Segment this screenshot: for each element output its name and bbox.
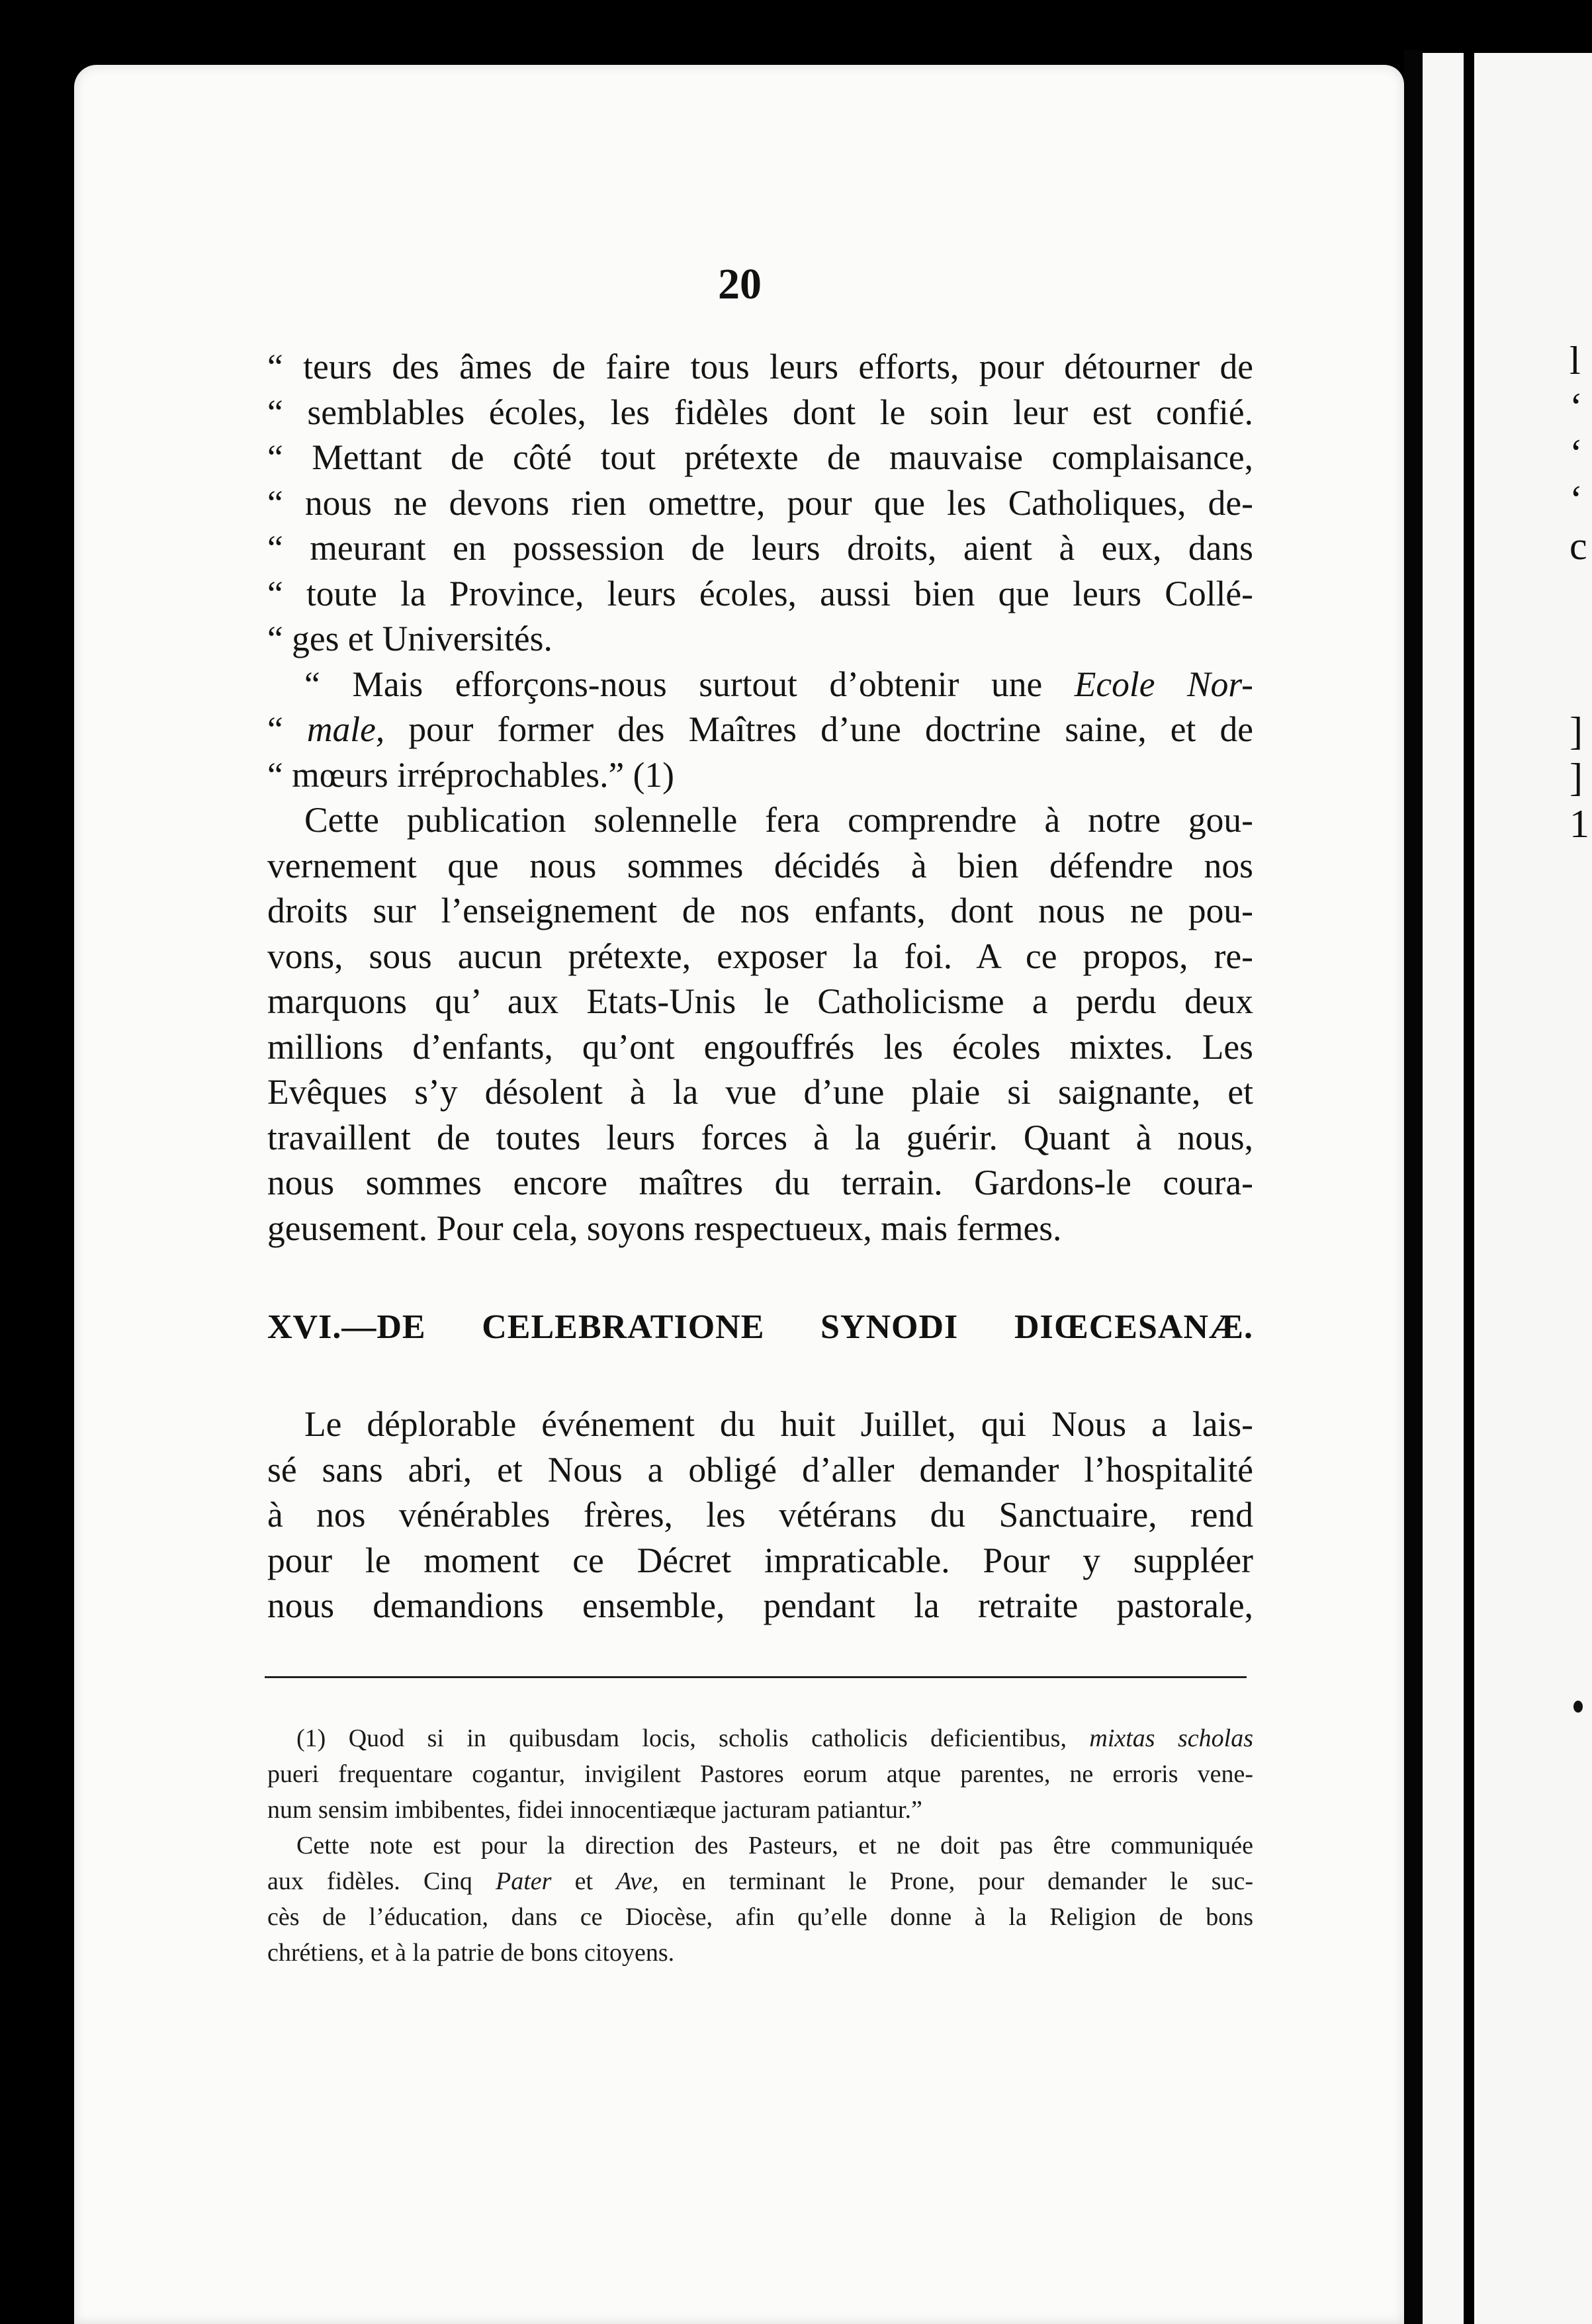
text-line: geusement. Pour cela, soyons respectueux, mais fermes. bbox=[267, 1208, 1062, 1248]
adjacent-page-sliver bbox=[1423, 53, 1592, 2324]
adjacent-page-letters: l ‘ ‘ ‘ c ] ] 1 bbox=[1570, 339, 1589, 846]
section-heading: XVI.—DE CELEBRATIONE SYNODI DIŒCESANÆ. bbox=[267, 1308, 1253, 1346]
footnote-line: Cette note est pour la direction des Pasteurs, et ne doit pas être communiquée bbox=[296, 1832, 1253, 1859]
page-number: 20 bbox=[718, 260, 762, 308]
text-line: “ mœurs irréprochables.” (1) bbox=[267, 754, 674, 795]
page-gutter bbox=[1404, 50, 1423, 2324]
text-line: Cette publication solennelle fera comprendre à notre gou- bbox=[304, 800, 1253, 840]
text-line: marquons qu’ aux Etats-Unis le Catholicisme a perdu deux bbox=[267, 981, 1253, 1021]
text-line: “ meurant en possession de leurs droits, aient à eux, dans bbox=[267, 528, 1253, 568]
footnote-line: chrétiens, et à la patrie de bons citoyens. bbox=[267, 1939, 675, 1967]
adjacent-page-edge-shadow bbox=[1464, 40, 1474, 2324]
footnote-line: (1) Quod si in quibusdam locis, scholis catholicis deficientibus, mixtas scholas bbox=[296, 1724, 1254, 1752]
text-line: millions d’enfants, qu’ont engouffrés les écoles mixtes. Les bbox=[267, 1026, 1253, 1067]
text-line: nous sommes encore maîtres du terrain. Gardons-le coura- bbox=[267, 1163, 1253, 1202]
text-line: à nos vénérables frères, les vétérans du Sanctuaire, rend bbox=[267, 1495, 1253, 1535]
text-line: nous demandions ensemble, pendant la retraite pastorale, bbox=[267, 1586, 1253, 1625]
text-line: “ male, pour former des Maîtres d’une doctrine saine, et de bbox=[267, 709, 1254, 749]
text-line: “ Mettant de côté tout prétexte de mauvaise complaisance, bbox=[267, 437, 1253, 477]
text-line: vernement que nous sommes décidés à bien défendre nos bbox=[267, 845, 1253, 885]
footnote-line: cès de l’éducation, dans ce Diocèse, afin qu’elle donne à la Religion de bons bbox=[267, 1903, 1253, 1931]
text-line: “ teurs des âmes de faire tous leurs efforts, pour détourner de bbox=[267, 347, 1253, 386]
text-line: “ ges et Universités. bbox=[267, 619, 553, 658]
text-line: travaillent de toutes leurs forces à la guérir. Quant à nous, bbox=[267, 1117, 1253, 1157]
body-text-bottom bbox=[267, 1402, 1253, 1629]
footnote-line: pueri frequentare cogantur, invigilent Pastores eorum atque parentes, ne erroris vene- bbox=[267, 1760, 1253, 1788]
footnote-rule bbox=[265, 1676, 1247, 1678]
text-line: “ nous ne devons rien omettre, pour que les Catholiques, de- bbox=[267, 482, 1253, 523]
scan-speck bbox=[1573, 1701, 1583, 1713]
footnote-line: aux fidèles. Cinq Pater et Ave, en terminant le Prone, pour demander le suc- bbox=[267, 1867, 1253, 1895]
text-line: Evêques s’y désolent à la vue d’une plaie si saignante, et bbox=[267, 1072, 1253, 1112]
text-line: “ toute la Province, leurs écoles, aussi bien que leurs Collé- bbox=[267, 573, 1253, 613]
footnote-line: num sensim imbibentes, fidei innocentiæque jacturam patiantur.” bbox=[267, 1796, 922, 1824]
body-text-top bbox=[267, 344, 1253, 1251]
text-line: Le déplorable événement du huit Juillet, qui Nous a lais- bbox=[304, 1404, 1253, 1444]
text-line: vons, sous aucun prétexte, exposer la foi. A ce propos, re- bbox=[267, 936, 1253, 976]
text-line: pour le moment ce Décret impraticable. Pour y suppléer bbox=[267, 1540, 1253, 1580]
text-line: sé sans abri, et Nous a obligé d’aller demander l’hospitalité bbox=[267, 1449, 1253, 1490]
footnotes bbox=[267, 1721, 1254, 1971]
text-line: “ Mais efforçons-nous surtout d’obtenir une Ecole Nor- bbox=[304, 664, 1253, 704]
text-line: droits sur l’enseignement de nos enfants, dont nous ne pou- bbox=[267, 891, 1253, 930]
text-line: “ semblables écoles, les fidèles dont le soin leur est confié. bbox=[267, 392, 1253, 432]
